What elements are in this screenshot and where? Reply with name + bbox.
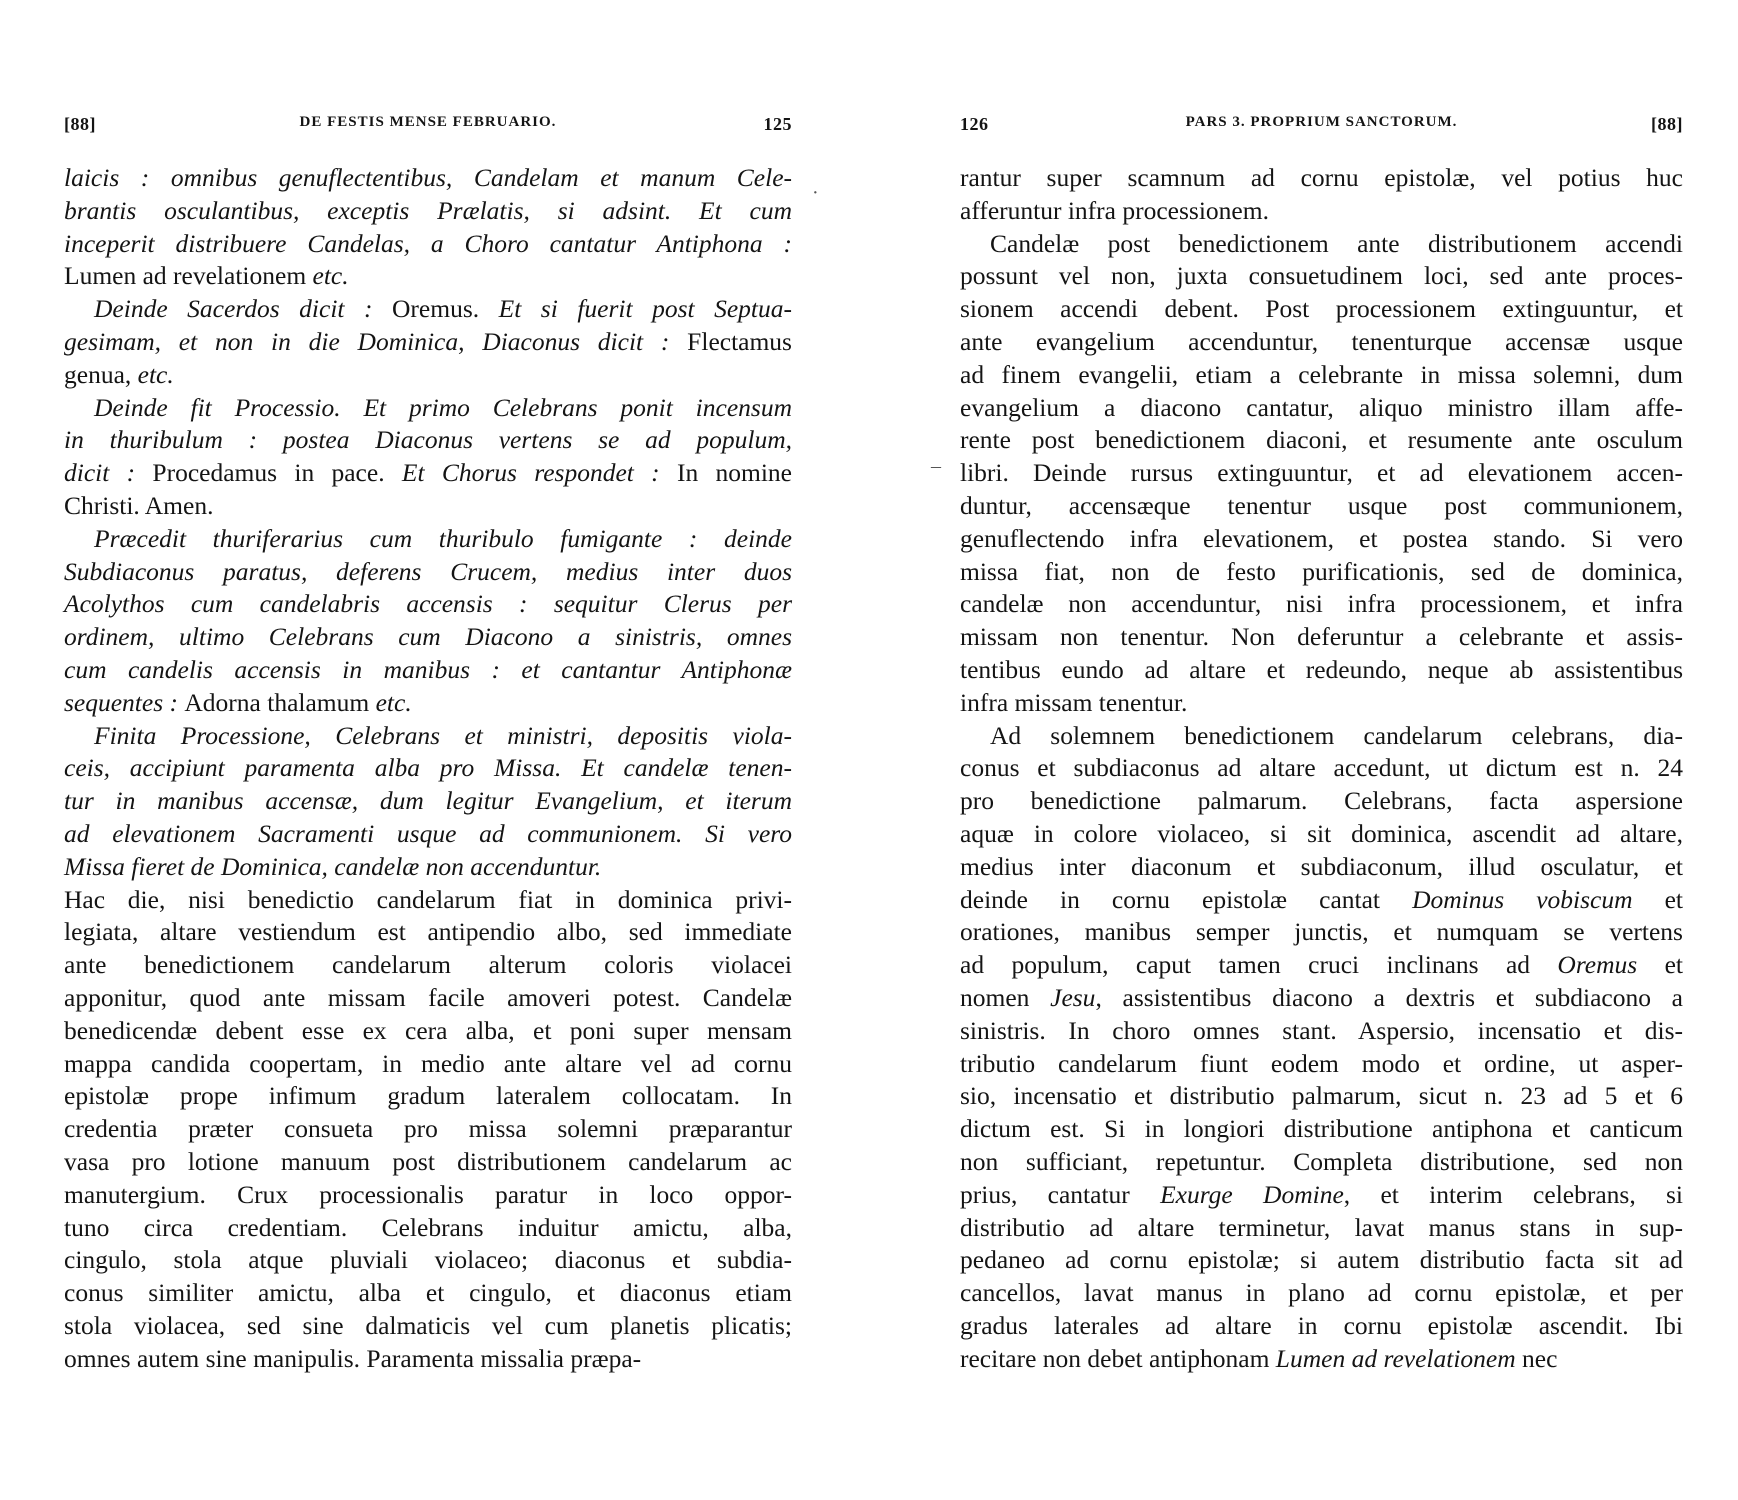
roman-text: conus et subdiaconus ad altare accedunt, ut dictum est n. 24 (960, 753, 1683, 783)
roman-text: , et interim celebrans, si (1343, 1179, 1683, 1209)
text-line (960, 1277, 1683, 1310)
roman-text: recitare non debet antiphonam (960, 1343, 1276, 1373)
text-line (960, 818, 1683, 851)
roman-text: deinde in cornu epistolæ cantat (960, 884, 1413, 914)
italic-text: etc. (312, 261, 349, 291)
roman-text: orationes, manibus semper junctis, et numquam se vertens (960, 917, 1683, 947)
roman-text: ante benedictionem candelarum alterum coloris violacei (64, 950, 792, 980)
italic-text: ad elevationem Sacramenti usque ad communionem. Si vero (64, 818, 792, 848)
italic-text: Lumen ad revelationem (1275, 1343, 1516, 1373)
text-line (960, 884, 1683, 917)
page-body-text (64, 162, 792, 1375)
text-line (960, 1080, 1683, 1113)
roman-text: Ad solemnem benedictionem candelarum celebrans, dia- (990, 720, 1683, 750)
roman-text: evangelium a diacono cantatur, aliquo ministro illam affe- (960, 392, 1683, 422)
right-page (869, 0, 1738, 1500)
roman-text: credentia præter consueta pro missa solemni præparantur (64, 1114, 792, 1144)
roman-text: cancellos, lavat manus in plano ad cornu epistolæ, et per (960, 1278, 1683, 1308)
italic-text: Deinde fit Processio. Et primo Celebrans ponit incensum (94, 392, 792, 422)
italic-text: Oremus (1557, 950, 1638, 980)
text-line (960, 195, 1683, 228)
roman-text: Adorna thalamum (184, 687, 376, 717)
text-line (960, 556, 1683, 589)
text-line (960, 490, 1683, 523)
roman-text: tributio candelarum fiunt eodem modo et ordine, ut asper- (960, 1048, 1683, 1078)
roman-text: genuflectendo infra elevationem, et postea stando. Si vero (960, 523, 1683, 553)
text-line (64, 851, 792, 884)
text-line (960, 326, 1683, 359)
roman-text: Hac die, nisi benedictio candelarum fiat in dominica privi- (64, 884, 792, 914)
roman-text: cingulo, stola atque pluviali violaceo; diaconus et subdia- (64, 1245, 792, 1275)
roman-text: , assistentibus diacono a dextris et subdiacono a (1095, 982, 1684, 1012)
page-number: 125 (763, 114, 792, 134)
text-line (64, 556, 792, 589)
text-line (64, 457, 792, 490)
roman-text: rantur super scamnum ad cornu epistolæ, vel potius huc (960, 163, 1683, 192)
text-line (64, 1212, 792, 1245)
text-line (960, 621, 1683, 654)
margin-mark: – (931, 455, 941, 477)
roman-text: nec (1515, 1343, 1558, 1373)
running-title: DE FESTIS MENSE FEBRUARIO. (299, 114, 557, 130)
roman-text: ad finem evangelii, etiam a celebrante in missa solemni, dum (960, 359, 1683, 389)
roman-text: ante evangelium accenduntur, tenenturque accensæ usque (960, 326, 1683, 356)
italic-text: etc. (137, 359, 174, 389)
text-line (64, 1343, 792, 1376)
roman-text: Oremus. (392, 294, 499, 324)
italic-text: Præcedit thuriferarius cum thuribulo fumigante : deinde (94, 523, 792, 553)
roman-text: aquæ in colore violaceo, si sit dominica, ascendit ad altare, (960, 818, 1683, 848)
text-line (960, 260, 1683, 293)
text-line (64, 523, 792, 556)
italic-text: ordinem, ultimo Celebrans cum Diacono a sinistris, omnes (64, 622, 792, 652)
text-line (64, 293, 792, 326)
roman-text: tentibus eundo ad altare et redeundo, neque ab assistentibus (960, 654, 1683, 684)
roman-text: infra missam tenentur. (960, 687, 1188, 717)
roman-text: prius, cantatur (960, 1179, 1161, 1209)
roman-text: sionem accendi debent. Post processionem extinguuntur, et (960, 294, 1683, 324)
roman-text: In nomine (676, 458, 792, 488)
text-line (960, 949, 1683, 982)
roman-text: duntur, accensæque tenentur usque post communionem, (960, 490, 1683, 520)
text-line (960, 228, 1683, 261)
roman-text: missam non tenentur. Non deferuntur a celebrante et assis- (960, 622, 1683, 652)
roman-text: Lumen ad revelationem (64, 261, 313, 291)
running-title: PARS 3. PROPRIUM SANCTORUM. (1185, 114, 1458, 130)
roman-text: sio, incensatio et distributio palmarum, sicut n. 23 ad 5 et 6 (960, 1081, 1683, 1111)
roman-text: Christi. Amen. (64, 490, 214, 520)
text-line (960, 1113, 1683, 1146)
text-line (960, 916, 1683, 949)
roman-text: dictum est. Si in longiori distributione antiphona et canticum (960, 1114, 1683, 1144)
text-line (64, 818, 792, 851)
text-line (64, 687, 792, 720)
italic-text: brantis osculantibus, exceptis Prælatis, si adsint. Et cum (64, 195, 792, 225)
roman-text: afferuntur infra processionem. (960, 195, 1269, 225)
roman-text: omnes autem sine manipulis. Paramenta missalia præpa- (64, 1343, 642, 1373)
roman-text: distributio ad altare terminetur, lavat manus stans in sup- (960, 1212, 1683, 1242)
roman-text: vasa pro lotione manuum post distributionem candelarum ac (64, 1146, 792, 1176)
text-line (960, 293, 1683, 326)
roman-text: et (1637, 950, 1684, 980)
italic-text: Dominus vobiscum (1412, 884, 1633, 914)
italic-text: Subdiaconus paratus, deferens Crucem, medius inter duos (64, 556, 792, 586)
text-line (64, 1244, 792, 1277)
text-line (960, 424, 1683, 457)
text-line (960, 982, 1683, 1015)
roman-text: Flectamus (687, 326, 792, 356)
italic-text: etc. (375, 687, 412, 717)
italic-text: tur in manibus accensæ, dum legitur Evangelium, et iterum (64, 786, 792, 816)
roman-text: conus similiter amictu, alba et cingulo, et diaconus etiam (64, 1278, 792, 1308)
italic-text: inceperit distribuere Candelas, a Choro cantatur Antiphona : (64, 228, 792, 258)
text-line (64, 490, 792, 523)
text-line (64, 884, 792, 917)
text-line (64, 654, 792, 687)
roman-text: mappa candida coopertam, in medio ante altare vel ad cornu (64, 1048, 792, 1078)
text-line (64, 326, 792, 359)
text-line (960, 359, 1683, 392)
running-head (64, 114, 792, 138)
italic-text: dicit : (64, 458, 153, 488)
text-line (960, 752, 1683, 785)
text-line (64, 720, 792, 753)
text-line (64, 949, 792, 982)
roman-text: pedaneo ad cornu epistolæ; si autem distributio facta sit ad (960, 1245, 1683, 1275)
page-body-text (960, 162, 1683, 1375)
text-line (64, 1310, 792, 1343)
roman-text: apponitur, quod ante missam facile amoveri potest. Candelæ (64, 982, 792, 1012)
text-line (64, 1113, 792, 1146)
text-line (64, 1179, 792, 1212)
text-line (960, 162, 1683, 195)
italic-text: Deinde Sacerdos dicit : (94, 294, 393, 324)
roman-text: gradus laterales ad altare in cornu epistolæ ascendit. Ibi (960, 1310, 1683, 1340)
text-line (960, 851, 1683, 884)
italic-text: Finita Processione, Celebrans et ministri, depositis viola- (94, 720, 792, 750)
page-number: 126 (960, 114, 989, 134)
roman-text: ad populum, caput tamen cruci inclinans ad (960, 950, 1558, 980)
italic-text: cum candelis accensis in manibus : et cantantur Antiphonæ (64, 654, 792, 684)
roman-text: possunt vel non, juxta consuetudinem loci, sed ante proces- (960, 261, 1683, 291)
roman-text: et (1632, 884, 1683, 914)
italic-text: in thuribulum : postea Diaconus vertens se ad populum, (64, 425, 792, 455)
text-line (960, 1343, 1683, 1376)
text-line (64, 982, 792, 1015)
text-line (960, 1179, 1683, 1212)
roman-text: epistolæ prope infimum gradum lateralem collocatam. In (64, 1081, 792, 1111)
roman-text: libri. Deinde rursus extinguuntur, et ad elevationem accen- (960, 458, 1683, 488)
running-head (960, 114, 1683, 138)
text-line (960, 523, 1683, 556)
roman-text: benedicendæ debent esse ex cera alba, et poni super mensam (64, 1015, 792, 1045)
roman-text: nomen (960, 982, 1051, 1012)
roman-text: manutergium. Crux processionalis paratur in loco oppor- (64, 1179, 792, 1209)
italic-text: Missa fieret de Dominica, candelæ non accenduntur. (64, 851, 602, 881)
roman-text: Procedamus in pace. (152, 458, 402, 488)
roman-text: pro benedictione palmarum. Celebrans, facta aspersione (960, 786, 1683, 816)
text-line (960, 1244, 1683, 1277)
italic-text: Et Chorus respondet : (401, 458, 677, 488)
roman-text: genua, (64, 359, 138, 389)
text-line (64, 162, 792, 195)
roman-text: candelæ non accenduntur, nisi infra processionem, et infra (960, 589, 1683, 619)
italic-text: Et si fuerit post Septua- (498, 294, 792, 324)
roman-text: rente post benedictionem diaconi, et resumente ante osculum (960, 425, 1683, 455)
italic-text: gesimam, et non in die Dominica, Diaconus dicit : (64, 326, 688, 356)
text-line (64, 359, 792, 392)
text-line (64, 392, 792, 425)
text-line (64, 1015, 792, 1048)
roman-text: stola violacea, sed sine dalmaticis vel cum planetis plicatis; (64, 1310, 792, 1340)
text-line (960, 785, 1683, 818)
text-line (960, 1146, 1683, 1179)
italic-text: Acolythos cum candelabris accensis : sequitur Clerus per (64, 589, 792, 619)
text-line (960, 588, 1683, 621)
text-line (64, 260, 792, 293)
bracket-page-number: [88] (64, 114, 96, 134)
roman-text: Candelæ post benedictionem ante distributionem accendi (990, 228, 1683, 258)
text-line (960, 1015, 1683, 1048)
text-line (64, 1048, 792, 1081)
roman-text: missa fiat, non de festo purificationis, sed de dominica, (960, 556, 1683, 586)
italic-text: ceis, accipiunt paramenta alba pro Missa. Et candelæ tenen- (64, 753, 792, 783)
text-line (64, 228, 792, 261)
italic-text: sequentes : (64, 687, 185, 717)
roman-text: legiata, altare vestiendum est antipendio albo, sed immediate (64, 917, 792, 947)
text-line (64, 1277, 792, 1310)
text-line (960, 720, 1683, 753)
italic-text: laicis : omnibus genuflectentibus, Candelam et manum Cele- (64, 163, 792, 192)
text-line (64, 195, 792, 228)
text-line (64, 588, 792, 621)
roman-text: tuno circa credentiam. Celebrans induitur amictu, alba, (64, 1212, 792, 1242)
text-line (960, 1048, 1683, 1081)
roman-text: medius inter diaconum et subdiaconum, illud osculatur, et (960, 851, 1683, 881)
text-line (64, 424, 792, 457)
text-line (64, 621, 792, 654)
text-line (64, 1146, 792, 1179)
text-line (64, 1080, 792, 1113)
text-line (960, 1212, 1683, 1245)
text-line (64, 785, 792, 818)
text-line (960, 1310, 1683, 1343)
text-line (960, 654, 1683, 687)
text-line (64, 916, 792, 949)
text-line (960, 687, 1683, 720)
roman-text: sinistris. In choro omnes stant. Aspersio, incensatio et dis- (960, 1015, 1683, 1045)
margin-mark: · (812, 182, 819, 204)
bracket-page-number: [88] (1651, 114, 1683, 134)
italic-text: Exurge Domine (1160, 1179, 1344, 1209)
italic-text: Jesu (1050, 982, 1096, 1012)
text-line (960, 457, 1683, 490)
text-line (64, 752, 792, 785)
roman-text: non sufficiant, repetuntur. Completa distributione, sed non (960, 1146, 1683, 1176)
text-line (960, 392, 1683, 425)
